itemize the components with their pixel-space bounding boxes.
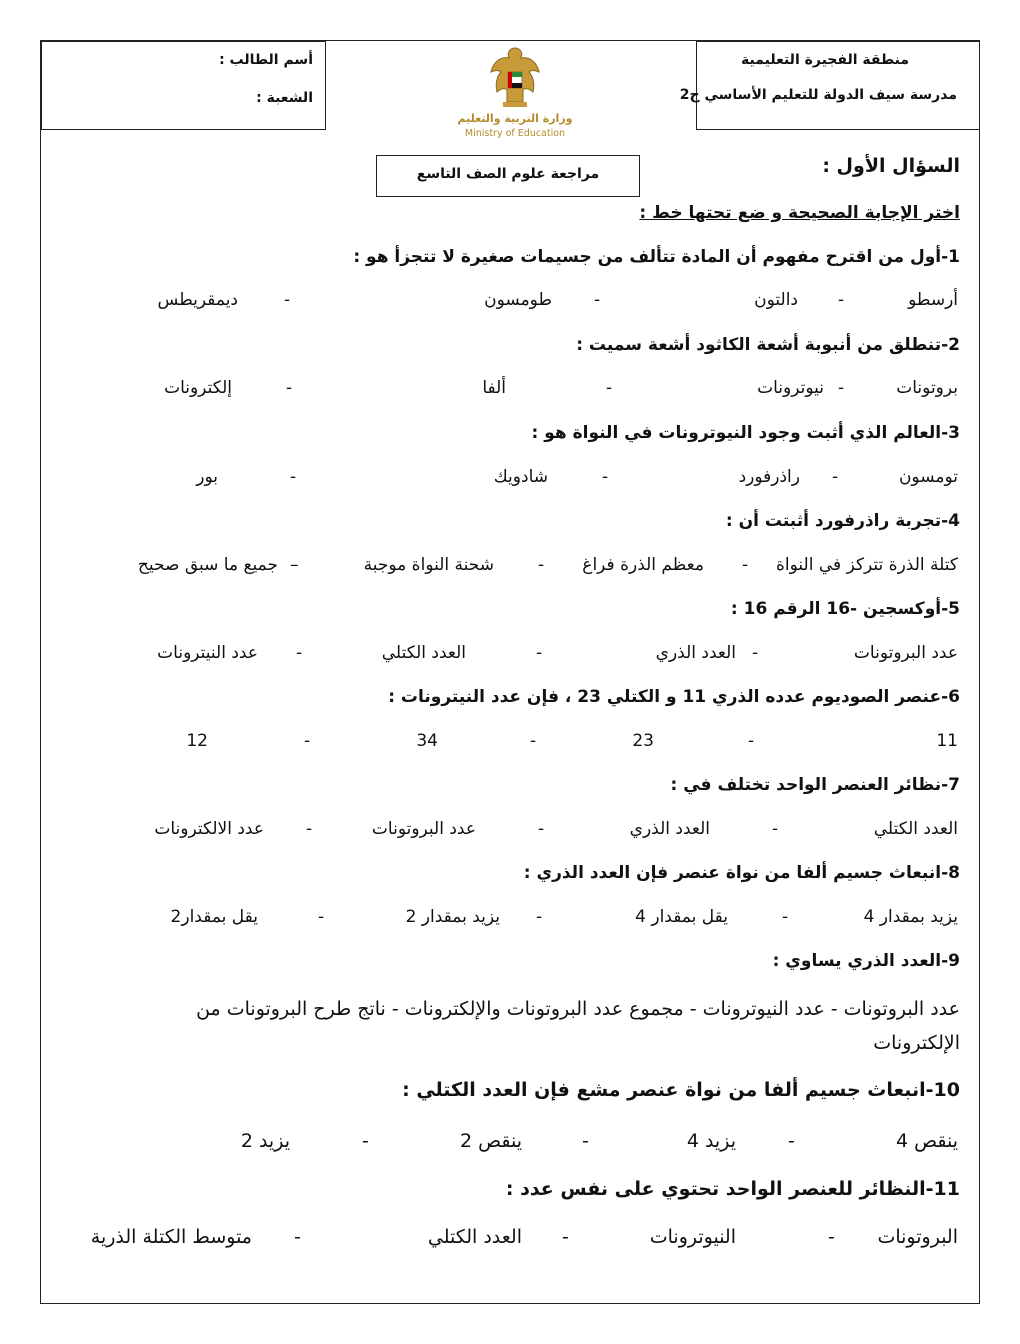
ministry-name-english: Ministry of Education	[464, 128, 566, 139]
student-info-box	[41, 41, 326, 130]
option-separator: -	[284, 290, 291, 310]
section-heading: السؤال الأول :	[822, 155, 960, 177]
school-name: مدرسة سيف الدولة للتعليم الأساسي ح2	[679, 87, 957, 103]
question-4: 4-تجربة راذرفورد أثبتت أن :	[725, 511, 960, 531]
question-10: 10-انبعاث جسيم ألفا من نواة عنصر مشع فإن العدد الكتلي :	[402, 1079, 960, 1101]
q7-option-c[interactable]: عدد البروتونات	[371, 819, 476, 839]
question-6: 6-عنصر الصوديوم عدده الذري 11 و الكتلي 23 ، فإن عدد النيترونات :	[388, 687, 960, 707]
q5-option-b[interactable]: العدد الذري	[655, 643, 736, 663]
q6-option-b[interactable]: 23	[632, 731, 654, 751]
option-separator: -	[562, 1226, 569, 1248]
q6-option-a[interactable]: 11	[936, 731, 958, 751]
option-separator: -	[832, 467, 839, 487]
ministry-name-arabic: وزارة التربية والتعليم	[457, 112, 573, 125]
question-3: 3-العالم الذي أثبت وجود النيوترونات في النواة هو :	[531, 423, 960, 443]
page-title: مراجعة علوم الصف التاسع	[416, 166, 600, 182]
q8-option-c[interactable]: يزيد بمقدار 2	[405, 907, 500, 927]
q11-option-d[interactable]: متوسط الكتلة الذرية	[90, 1226, 252, 1248]
q3-option-c[interactable]: شادويك	[493, 467, 548, 487]
q2-option-a[interactable]: بروتونات	[896, 378, 958, 398]
q2-option-b[interactable]: نيوترونات	[757, 378, 824, 398]
option-separator: -	[602, 467, 609, 487]
option-separator: -	[296, 643, 303, 663]
option-separator: -	[318, 907, 325, 927]
option-separator: -	[772, 819, 779, 839]
question-9: 9-العدد الذري يساوي :	[772, 951, 960, 971]
option-separator: -	[838, 378, 845, 398]
q11-option-a[interactable]: البروتونات	[877, 1226, 958, 1248]
option-separator: -	[788, 1130, 795, 1152]
q5-option-c[interactable]: العدد الكتلي	[381, 643, 466, 663]
student-name-label: أسم الطالب :	[219, 52, 313, 68]
option-separator: -	[606, 378, 613, 398]
q1-option-c[interactable]: طومسون	[484, 290, 552, 310]
section-label: الشعبة :	[256, 90, 313, 106]
q3-option-a[interactable]: تومسون	[898, 467, 958, 487]
q1-option-d[interactable]: ديمقريطس	[157, 290, 238, 310]
option-separator: -	[536, 907, 543, 927]
option-separator: -	[530, 731, 537, 751]
school-info-box	[679, 41, 980, 130]
q5-option-a[interactable]: عدد البروتونات	[853, 643, 958, 663]
q9-options[interactable]: عدد البروتونات - عدد النيوترونات - مجموع عدد البروتونات والإلكترونات - ناتج طرح البروتونات من الإلكترونات	[196, 998, 960, 1054]
option-separator: –	[290, 555, 299, 575]
q8-option-d[interactable]: يقل بمقدار2	[170, 907, 258, 927]
option-separator: -	[752, 643, 759, 663]
q5-option-d[interactable]: عدد النيترونات	[157, 643, 258, 663]
question-11: 11-النظائر للعنصر الواحد تحتوي على نفس عدد :	[505, 1178, 960, 1200]
option-separator: -	[304, 731, 311, 751]
option-separator: -	[594, 290, 601, 310]
q11-option-b[interactable]: النيوترونات	[649, 1226, 736, 1248]
q6-option-c[interactable]: 34	[416, 731, 438, 751]
q6-option-d[interactable]: 12	[186, 731, 208, 751]
option-separator: -	[536, 643, 543, 663]
q10-option-d[interactable]: يزيد 2	[240, 1130, 290, 1152]
q4-option-b[interactable]: معظم الذرة فراغ	[582, 555, 704, 575]
q7-option-a[interactable]: العدد الكتلي	[873, 819, 958, 839]
q2-option-c[interactable]: ألفا	[482, 378, 506, 398]
ministry-logo	[455, 44, 575, 144]
page-frame	[40, 40, 980, 1304]
title-box	[376, 155, 640, 197]
option-separator: -	[782, 907, 789, 927]
q4-option-c[interactable]: شحنة النواة موجبة	[363, 555, 494, 575]
option-separator: -	[742, 555, 749, 575]
q10-option-a[interactable]: ينقص 4	[895, 1130, 958, 1152]
falcon-emblem-icon	[485, 44, 545, 110]
q11-option-c[interactable]: العدد الكتلي	[427, 1226, 522, 1248]
question-1: 1-أول من اقترح مفهوم أن المادة تتألف من جسيمات صغيرة لا تتجزأ هو :	[353, 247, 960, 267]
option-separator: -	[286, 378, 293, 398]
question-2: 2-تنطلق من أنبوبة أشعة الكاثود أشعة سميت :	[576, 335, 960, 355]
q8-option-a[interactable]: يزيد بمقدار 4	[863, 907, 958, 927]
q2-option-d[interactable]: إلكترونات	[164, 378, 232, 398]
option-separator: -	[538, 555, 545, 575]
option-separator: -	[838, 290, 845, 310]
q10-option-c[interactable]: ينقص 2	[459, 1130, 522, 1152]
q4-option-a[interactable]: كتلة الذرة تتركز في النواة	[776, 555, 958, 575]
option-separator: -	[294, 1226, 301, 1248]
q1-option-a[interactable]: أرسطو	[908, 290, 958, 310]
option-separator: -	[538, 819, 545, 839]
option-separator: -	[748, 731, 755, 751]
option-separator: -	[306, 819, 313, 839]
option-separator: -	[362, 1130, 369, 1152]
q4-option-d[interactable]: جميع ما سبق صحيح	[137, 555, 278, 575]
q1-option-b[interactable]: دالتون	[754, 290, 798, 310]
question-7: 7-نظائر العنصر الواحد تختلف في :	[670, 775, 960, 795]
option-separator: -	[290, 467, 297, 487]
option-separator: -	[828, 1226, 835, 1248]
q3-option-d[interactable]: بور	[196, 467, 218, 487]
q7-option-b[interactable]: العدد الذري	[629, 819, 710, 839]
instruction: اختر الإجابة الصحيحة و ضع تحتها خط :	[639, 203, 960, 223]
question-5: 5-أوكسجين -16 الرقم 16 :	[730, 599, 960, 619]
question-8: 8-انبعاث جسيم ألفا من نواة عنصر فإن العدد الذري :	[523, 863, 960, 883]
q8-option-b[interactable]: يقل بمقدار 4	[635, 907, 728, 927]
region-name: منطقة الفجيرة التعليمية	[741, 52, 909, 68]
q3-option-b[interactable]: راذرفورد	[738, 467, 800, 487]
q7-option-d[interactable]: عدد الالكترونات	[154, 819, 264, 839]
q10-option-b[interactable]: يزيد 4	[686, 1130, 736, 1152]
option-separator: -	[582, 1130, 589, 1152]
